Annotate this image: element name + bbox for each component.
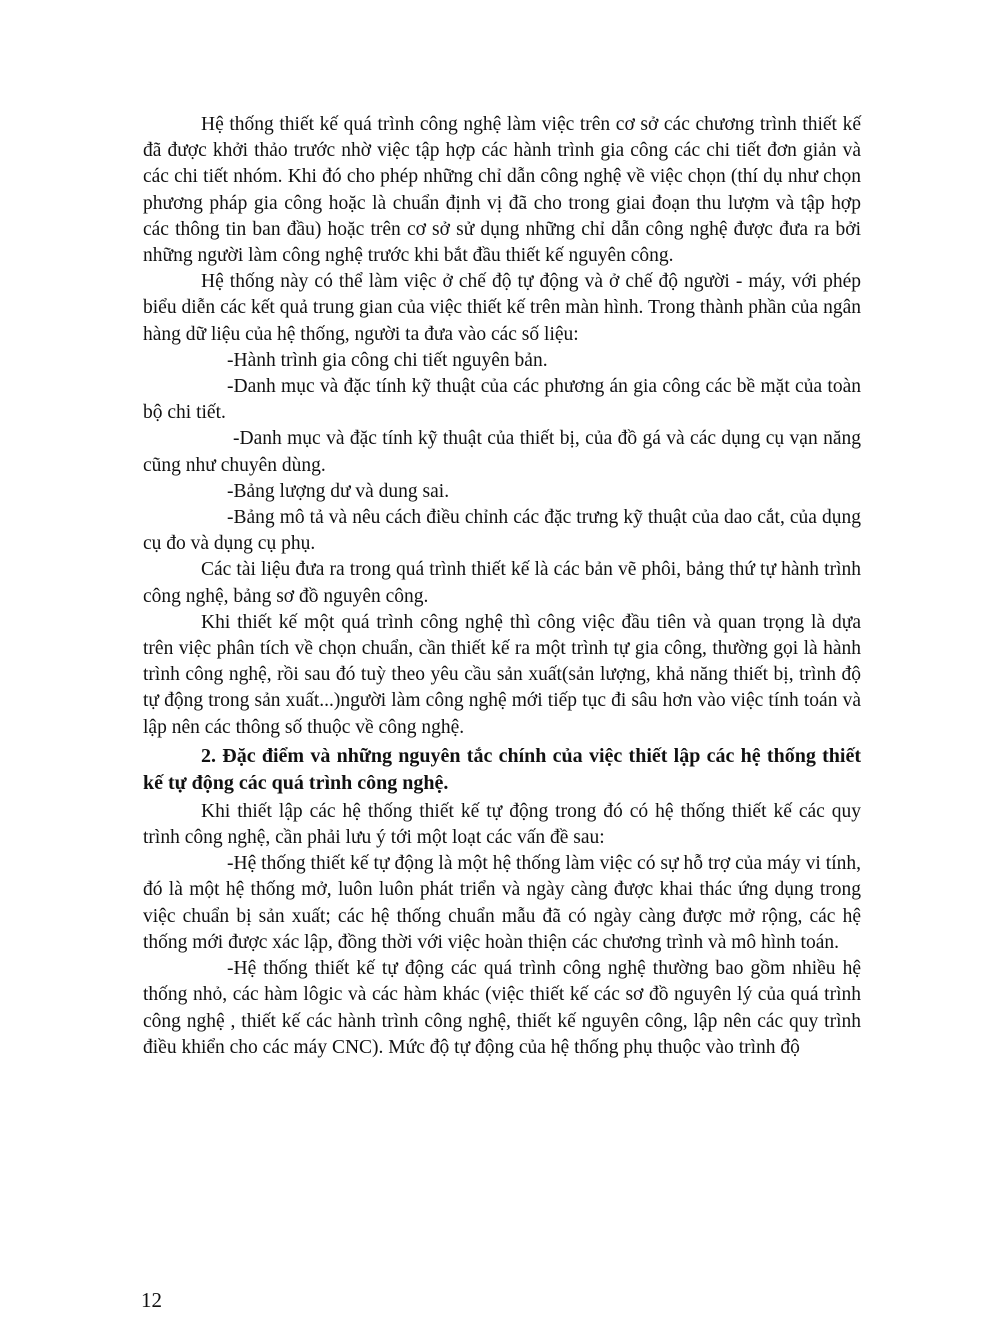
paragraph-5: Khi thiết lập các hệ thống thiết kế tự động trong đó có hệ thống thiết kế các quy trình công nghệ, cần phải lưu ý tới một loạt các vấn đề sau:: [143, 800, 861, 849]
section-heading: 2. Đặc điểm và những nguyên tắc chính của việc thiết lập các hệ thống thiết kế tự động các quá trình công nghệ.: [143, 744, 861, 794]
paragraph-1: Hệ thống thiết kế quá trình công nghệ làm việc trên cơ sở các chương trình thiết kế đã được khởi thảo trước nhờ việc tập hợp các hành trình gia công các chi tiết đơn giản và các chi tiết nhóm. Khi đó cho phép những chỉ dẫn công nghệ về việc chọn (thí dụ như chọn phương pháp gia công hoặc là chuẩn định vị đã cho trong giai đoạn thu lượm và tập hợp các thông tin ban đầu) hoặc trên cơ sở sử dụng những chỉ dẫn công nghệ được đưa ra bởi những người làm công nghệ trước khi bắt đầu thiết kế nguyên công.: [143, 114, 861, 267]
list-item-2: -Danh mục và đặc tính kỹ thuật của các phương án gia công các bề mặt của toàn bộ chi tiết.: [143, 376, 861, 424]
list-item-4: -Bảng lượng dư và dung sai.: [227, 480, 450, 502]
page-body: [143, 112, 861, 1061]
page-number: 12: [141, 1288, 162, 1312]
list-item-3: -Danh mục và đặc tính kỹ thuật của thiết bị, của đồ gá và các dụng cụ vạn năng cũng như chuyên dùng.: [143, 428, 861, 476]
list-item-7: -Hệ thống thiết kế tự động các quá trình công nghệ thường bao gồm nhiều hệ thống nhỏ, các hàm lôgic và các hàm khác (việc thiết kế các sơ đồ nguyên lý của quá trình công nghệ , thiết kế các hành trình công nghệ, thiết kế nguyên công, lập nên các quy trình điều khiển cho các máy CNC). Mức độ tự động của hệ thống phụ thuộc vào trình độ: [143, 958, 861, 1058]
paragraph-3: Các tài liệu đưa ra trong quá trình thiết kế là các bản vẽ phôi, bảng thứ tự hành trình công nghệ, bảng sơ đồ nguyên công.: [143, 559, 861, 607]
paragraph-2: Hệ thống này có thể làm việc ở chế độ tự động và ở chế độ người - máy, với phép biểu diễn các kết quả trung gian của việc thiết kế trên màn hình. Trong thành phần của ngân hàng dữ liệu của hệ thống, người ta đưa vào các số liệu:: [143, 271, 861, 345]
list-item-1: -Hành trình gia công chi tiết nguyên bản.: [227, 349, 548, 371]
list-item-5: -Bảng mô tả và nêu cách điều chỉnh các đặc trưng kỹ thuật của dao cắt, của dụng cụ đo và dụng cụ phụ.: [143, 507, 861, 555]
paragraph-4: Khi thiết kế một quá trình công nghệ thì công việc đầu tiên và quan trọng là dựa trên việc phân tích về chọn chuẩn, cần thiết kế ra một trình tự gia công, thường gọi là hành trình công nghệ, rồi sau đó tuỳ theo yêu cầu sản xuất(sản lượng, khả năng thiết bị, trình độ tự động trong sản xuất...)người làm công nghệ mới tiếp tục đi sâu hơn vào việc tính toán và lập nên các thông số thuộc về công nghệ.: [143, 611, 861, 738]
list-item-6: -Hệ thống thiết kế tự động là một hệ thống làm việc có sự hỗ trợ của máy vi tính, đó là một hệ thống mở, luôn luôn phát triển và ngày càng được khai thác ứng dụng trong việc chuẩn bị sản xuất; các hệ thống chuẩn mẫu đã có ngày càng được mở rộng, các hệ thống mới được xác lập, đồng thời với việc hoàn thiện các chương trình và mô hình toán.: [143, 853, 861, 953]
